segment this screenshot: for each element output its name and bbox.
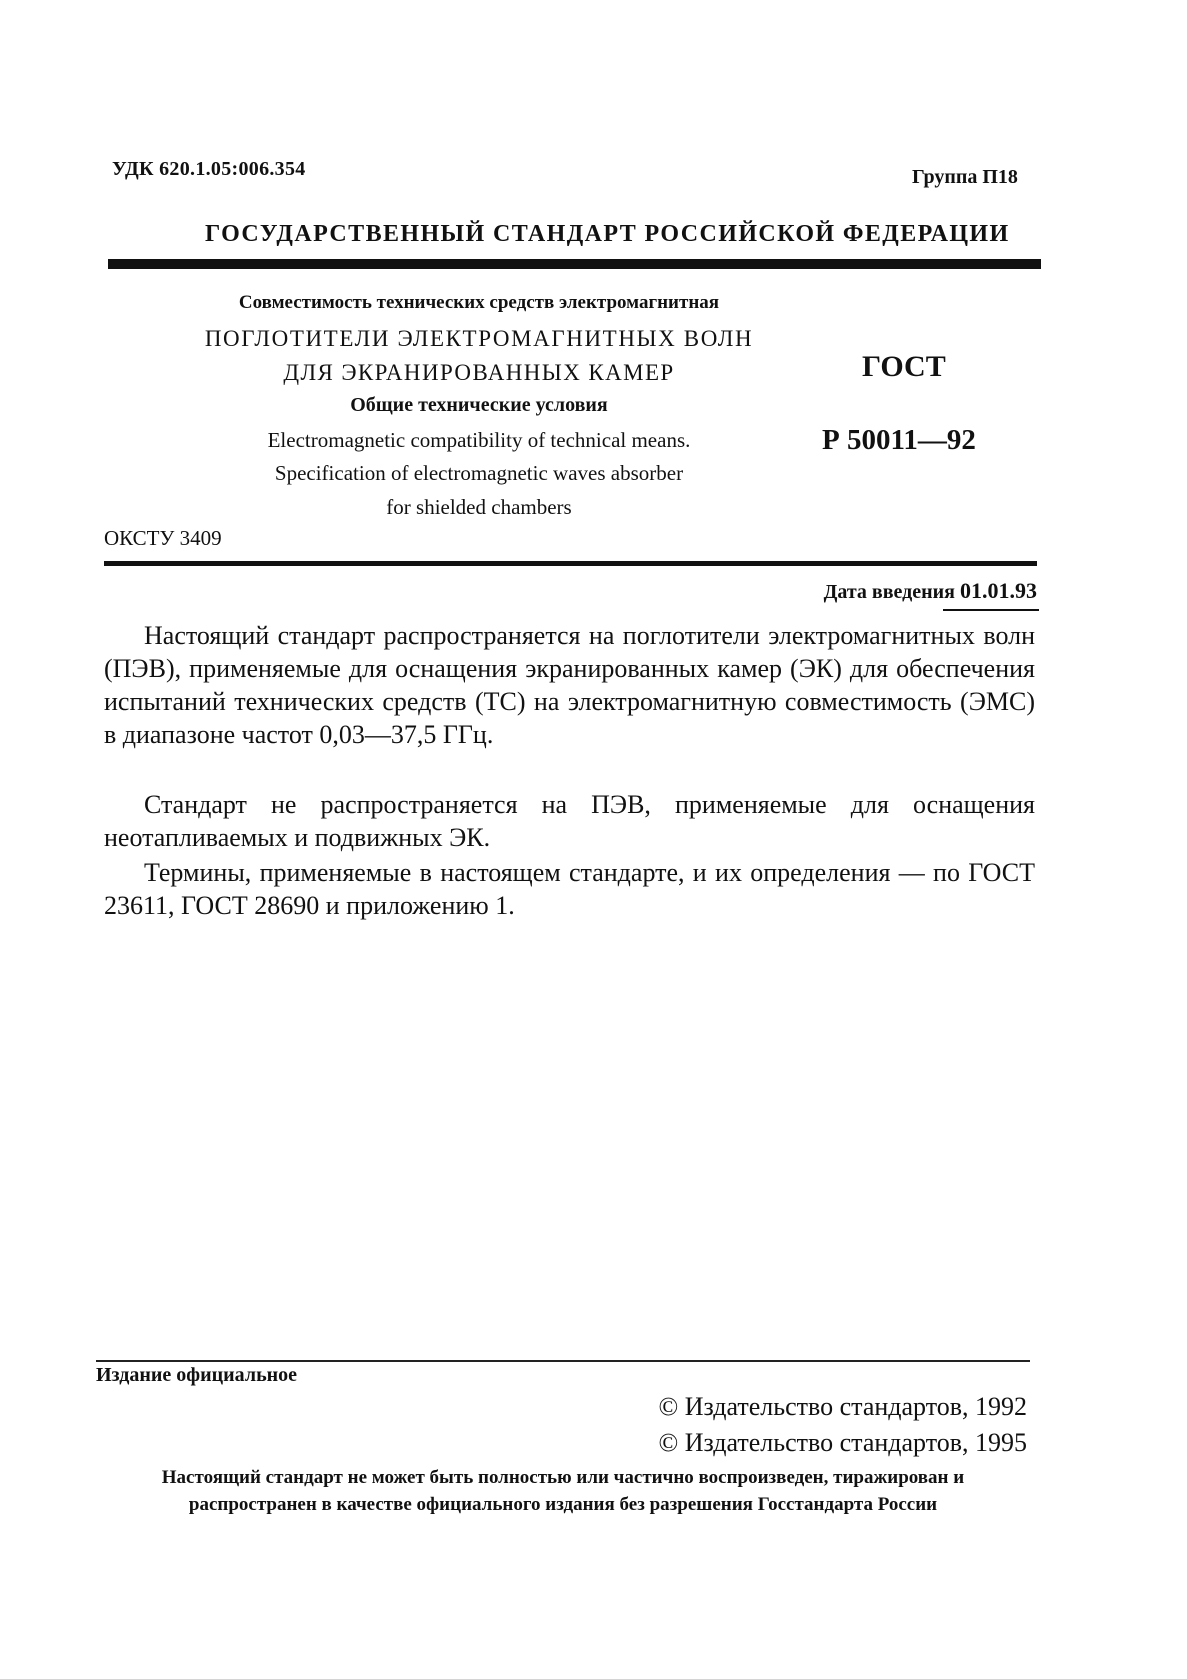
title-rule	[104, 561, 1037, 566]
edition-label: Издание официальное	[96, 1364, 298, 1386]
gost-label: ГОСТ	[862, 350, 946, 383]
intro-date-underline	[943, 609, 1039, 611]
reproduction-notice: Настоящий стандарт не может быть полностью или частично воспроизведен, тиражирован и распространен в качестве официального издания без разрешения Госстандарта России	[161, 1467, 965, 1515]
english-title-line-1: Electromagnetic compatibility of technical means.	[267, 428, 691, 452]
intro-date-value: 01.01.93	[960, 578, 1037, 603]
copyright-1992: © Издательство стандартов, 1992	[658, 1392, 1027, 1421]
english-title-line-2: Specification of electromagnetic waves absorber	[274, 461, 684, 485]
subtitle-top: Совместимость технических средств электромагнитная	[238, 292, 720, 313]
intro-date-label: Дата введения	[823, 581, 955, 603]
udk-code: УДК 620.1.05:006.354	[112, 158, 306, 180]
body-paragraph-1: Настоящий стандарт распространяется на поглотители электромагнитных волн (ПЭВ), применяемые для оснащения экранированных камер (ЭК) для обеспечения испытаний технических средств (ТС) на электромагнитную совместимость (ЭМС) в диапазоне частот 0,03—37,5 ГГц.	[104, 621, 1035, 749]
body-paragraph-3: Термины, применяемые в настоящем стандарте, и их определения — по ГОСТ 23611, ГОСТ 28690 и приложению 1.	[104, 858, 1035, 920]
body-paragraph-2: Стандарт не распространяется на ПЭВ, применяемые для оснащения неотапливаемых и подвижных ЭК.	[104, 790, 1035, 852]
header-rule	[108, 259, 1041, 269]
copyright-1995: © Издательство стандартов, 1995	[658, 1428, 1027, 1457]
group-code: Группа П18	[912, 166, 1018, 188]
oksty-code: ОКСТУ 3409	[104, 526, 222, 550]
gost-number: Р 50011—92	[822, 424, 976, 456]
title-line-1: ПОГЛОТИТЕЛИ ЭЛЕКТРОМАГНИТНЫХ ВОЛН	[204, 326, 754, 351]
state-standard-title: ГОСУДАРСТВЕННЫЙ СТАНДАРТ РОССИЙСКОЙ ФЕДЕРАЦИИ	[205, 221, 1010, 247]
title-line-2: ДЛЯ ЭКРАНИРОВАННЫХ КАМЕР	[283, 360, 675, 385]
english-title-line-3: for shielded chambers	[386, 495, 572, 519]
intro-date	[824, 578, 1037, 604]
spec-subtitle: Общие технические условия	[350, 394, 608, 416]
footer-rule	[96, 1360, 1030, 1362]
